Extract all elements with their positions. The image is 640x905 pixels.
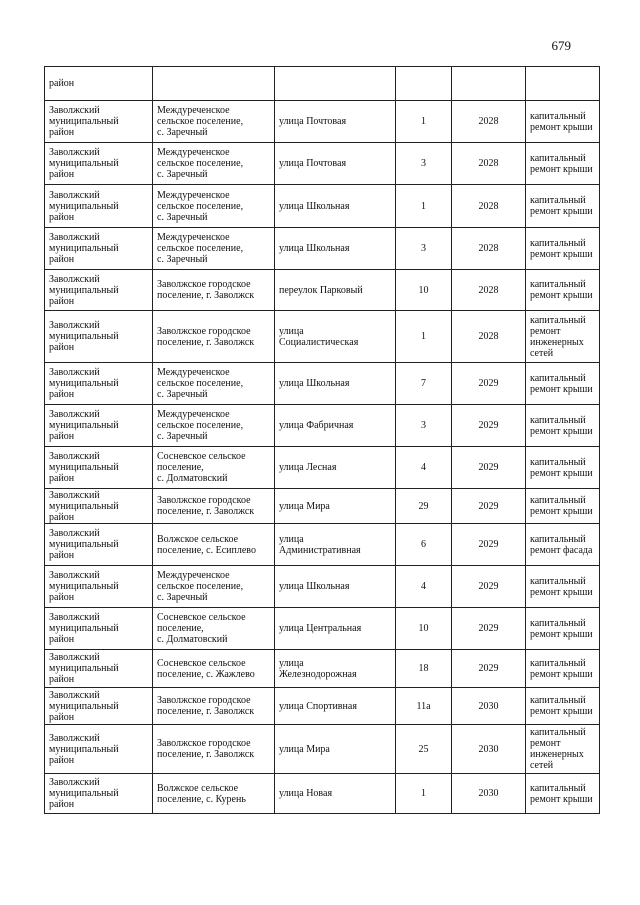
year-cell: 2030 — [452, 688, 526, 725]
street-cell: улица Мира — [275, 489, 396, 524]
work-type-cell: капитальный ремонт крыши — [526, 405, 600, 447]
house-number-cell: 1 — [396, 774, 452, 814]
work-type-cell: капитальный ремонт фасада — [526, 524, 600, 566]
house-number-cell: 1 — [396, 101, 452, 143]
house-number-cell: 4 — [396, 447, 452, 489]
work-cell — [526, 67, 600, 101]
settlement-cell: Волжское сельское поселение, с. Есиплево — [153, 524, 275, 566]
table-row — [45, 185, 600, 228]
district-cell: Заволжский муниципальный район — [45, 774, 153, 814]
settlement-cell: Заволжское городское поселение, г. Заволжск — [153, 270, 275, 311]
year-cell — [452, 67, 526, 101]
year-cell: 2029 — [452, 405, 526, 447]
house-number-cell: 1 — [396, 311, 452, 363]
work-type-cell: капитальный ремонт крыши — [526, 608, 600, 650]
district-cell: Заволжский муниципальный район — [45, 143, 153, 185]
settlement-cell: Междуреченское сельское поселение, с. Заречный — [153, 228, 275, 270]
settlement-cell: Междуреченское сельское поселение, с. Заречный — [153, 566, 275, 608]
district-cell: Заволжский муниципальный район — [45, 524, 153, 566]
house-number-cell: 6 — [396, 524, 452, 566]
settlement-cell: Заволжское городское поселение, г. Заволжск — [153, 725, 275, 774]
table-row — [45, 228, 600, 270]
table-row — [45, 489, 600, 524]
continued-row — [45, 67, 600, 101]
page-number: 679 — [551, 38, 571, 53]
work-type-cell: капитальный ремонт крыши — [526, 447, 600, 489]
year-cell: 2030 — [452, 725, 526, 774]
street-cell: улица Лесная — [275, 447, 396, 489]
table-row — [45, 405, 600, 447]
table-row — [45, 524, 600, 566]
year-cell: 2029 — [452, 489, 526, 524]
district-cell: Заволжский муниципальный район — [45, 566, 153, 608]
year-cell: 2029 — [452, 363, 526, 405]
house-cell — [396, 67, 452, 101]
year-cell: 2028 — [452, 311, 526, 363]
table-row — [45, 725, 600, 774]
year-cell: 2029 — [452, 566, 526, 608]
street-cell: улица Школьная — [275, 185, 396, 228]
table-row — [45, 363, 600, 405]
district-cell: район — [45, 67, 153, 101]
work-type-cell: капитальный ремонт крыши — [526, 774, 600, 814]
street-cell: улица Социалистическая — [275, 311, 396, 363]
work-type-cell: капитальный ремонт крыши — [526, 185, 600, 228]
settlement-cell — [153, 67, 275, 101]
district-cell: Заволжский муниципальный район — [45, 228, 153, 270]
house-number-cell: 10 — [396, 608, 452, 650]
year-cell: 2028 — [452, 143, 526, 185]
year-cell: 2028 — [452, 185, 526, 228]
street-cell: улица Центральная — [275, 608, 396, 650]
table-row — [45, 143, 600, 185]
work-type-cell: капитальный ремонт крыши — [526, 650, 600, 688]
table-row — [45, 566, 600, 608]
street-cell: улица Административная — [275, 524, 396, 566]
work-type-cell: капитальный ремонт крыши — [526, 489, 600, 524]
work-type-cell: капитальный ремонт крыши — [526, 688, 600, 725]
year-cell: 2029 — [452, 524, 526, 566]
year-cell: 2029 — [452, 650, 526, 688]
table-row — [45, 608, 600, 650]
house-number-cell: 3 — [396, 405, 452, 447]
district-cell: Заволжский муниципальный район — [45, 311, 153, 363]
settlement-cell: Междуреченское сельское поселение, с. Заречный — [153, 405, 275, 447]
street-cell: переулок Парковый — [275, 270, 396, 311]
year-cell: 2029 — [452, 608, 526, 650]
street-cell: улица Школьная — [275, 566, 396, 608]
work-type-cell: капитальный ремонт крыши — [526, 363, 600, 405]
street-cell: улица Почтовая — [275, 143, 396, 185]
house-number-cell: 10 — [396, 270, 452, 311]
settlement-cell: Сосневское сельское поселение, с. Жажлево — [153, 650, 275, 688]
street-cell: улица Школьная — [275, 228, 396, 270]
settlement-cell: Волжское сельское поселение, с. Курень — [153, 774, 275, 814]
settlement-cell: Заволжское городское поселение, г. Заволжск — [153, 688, 275, 725]
table-row — [45, 774, 600, 814]
house-number-cell: 18 — [396, 650, 452, 688]
house-number-cell: 1 — [396, 185, 452, 228]
table-row — [45, 270, 600, 311]
work-type-cell: капитальный ремонт инженерных сетей — [526, 725, 600, 774]
work-type-cell: капитальный ремонт крыши — [526, 228, 600, 270]
work-type-cell: капитальный ремонт крыши — [526, 566, 600, 608]
settlement-cell: Междуреченское сельское поселение, с. Заречный — [153, 143, 275, 185]
settlement-cell: Междуреченское сельское поселение, с. Заречный — [153, 185, 275, 228]
district-cell: Заволжский муниципальный район — [45, 725, 153, 774]
house-number-cell: 7 — [396, 363, 452, 405]
district-cell: Заволжский муниципальный район — [45, 650, 153, 688]
street-cell: улица Новая — [275, 774, 396, 814]
district-cell: Заволжский муниципальный район — [45, 405, 153, 447]
year-cell: 2029 — [452, 447, 526, 489]
street-cell: улица Почтовая — [275, 101, 396, 143]
district-cell: Заволжский муниципальный район — [45, 608, 153, 650]
street-cell — [275, 67, 396, 101]
work-type-cell: капитальный ремонт инженерных сетей — [526, 311, 600, 363]
district-cell: Заволжский муниципальный район — [45, 185, 153, 228]
settlement-cell: Междуреченское сельское поселение, с. Заречный — [153, 363, 275, 405]
year-cell: 2028 — [452, 270, 526, 311]
house-number-cell: 25 — [396, 725, 452, 774]
settlement-cell: Заволжское городское поселение, г. Заволжск — [153, 311, 275, 363]
house-number-cell: 29 — [396, 489, 452, 524]
house-number-cell: 3 — [396, 228, 452, 270]
year-cell: 2028 — [452, 101, 526, 143]
settlement-cell: Сосневское сельское поселение, с. Долматовский — [153, 608, 275, 650]
street-cell: улица Школьная — [275, 363, 396, 405]
table-row — [45, 311, 600, 363]
street-cell: улица Фабричная — [275, 405, 396, 447]
house-number-cell: 3 — [396, 143, 452, 185]
work-type-cell: капитальный ремонт крыши — [526, 270, 600, 311]
district-cell: Заволжский муниципальный район — [45, 489, 153, 524]
year-cell: 2028 — [452, 228, 526, 270]
settlement-cell: Междуреченское сельское поселение, с. Заречный — [153, 101, 275, 143]
work-type-cell: капитальный ремонт крыши — [526, 101, 600, 143]
street-cell: улица Железнодорожная — [275, 650, 396, 688]
year-cell: 2030 — [452, 774, 526, 814]
settlement-cell: Сосневское сельское поселение, с. Долматовский — [153, 447, 275, 489]
district-cell: Заволжский муниципальный район — [45, 363, 153, 405]
house-number-cell: 11а — [396, 688, 452, 725]
table-row — [45, 101, 600, 143]
work-type-cell: капитальный ремонт крыши — [526, 143, 600, 185]
settlement-cell: Заволжское городское поселение, г. Заволжск — [153, 489, 275, 524]
street-cell: улица Спортивная — [275, 688, 396, 725]
housing-repair-table — [44, 66, 600, 814]
table-row — [45, 688, 600, 725]
district-cell: Заволжский муниципальный район — [45, 101, 153, 143]
house-number-cell: 4 — [396, 566, 452, 608]
street-cell: улица Мира — [275, 725, 396, 774]
district-cell: Заволжский муниципальный район — [45, 270, 153, 311]
district-cell: Заволжский муниципальный район — [45, 447, 153, 489]
table-row — [45, 447, 600, 489]
district-cell: Заволжский муниципальный район — [45, 688, 153, 725]
table-row — [45, 650, 600, 688]
